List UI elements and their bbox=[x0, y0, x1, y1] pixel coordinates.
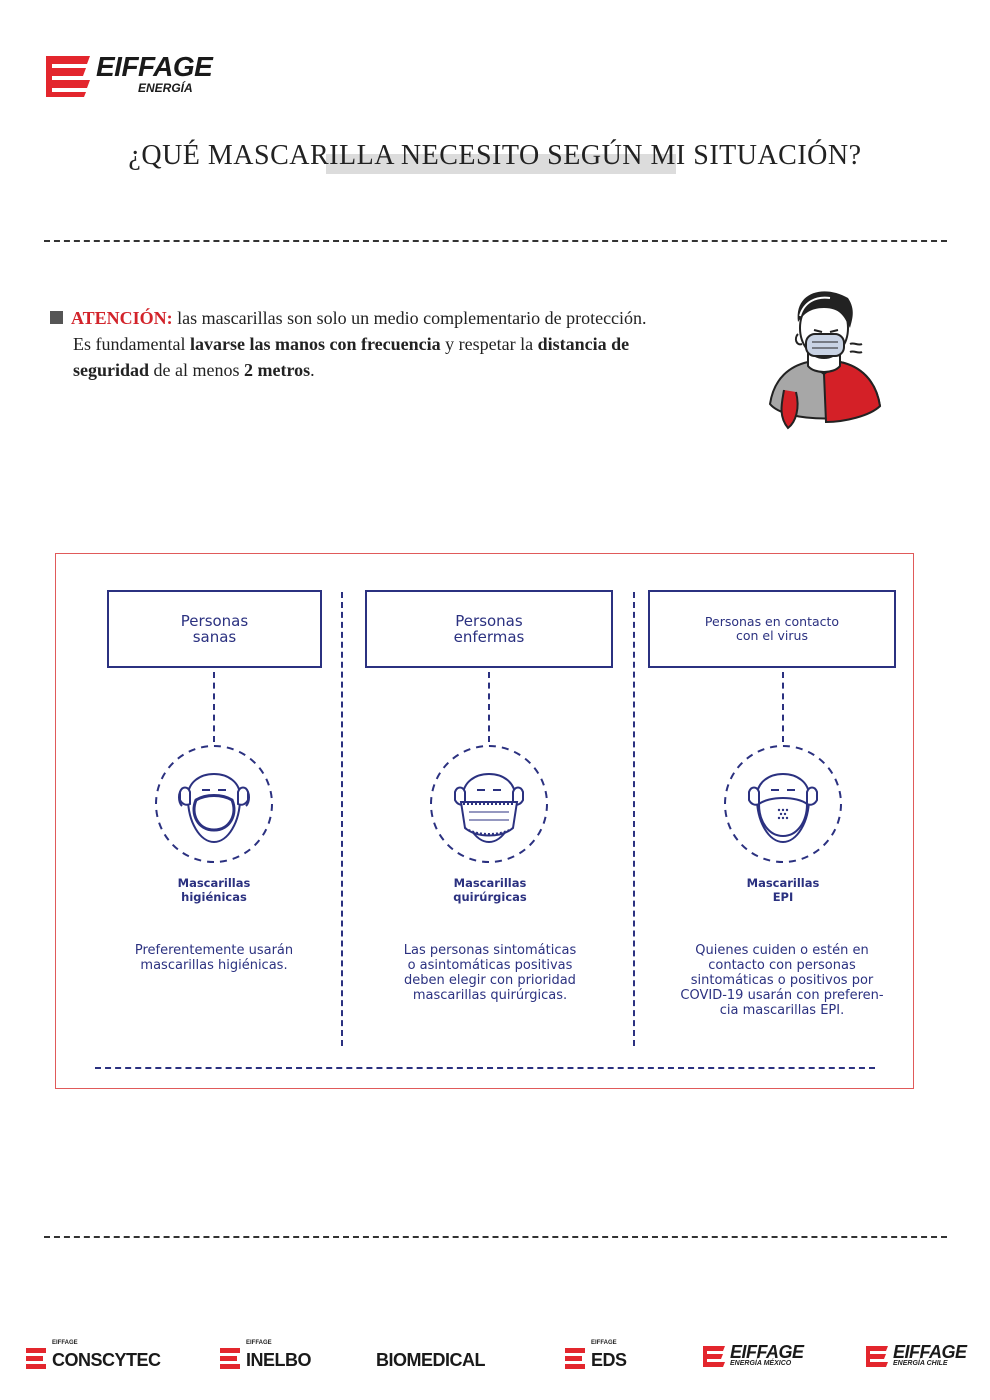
mask-type-label: Mascarillas EPI bbox=[746, 876, 820, 904]
footer-logo-name: EIFFAGE bbox=[730, 1342, 804, 1362]
attention-label: ATENCIÓN: bbox=[71, 308, 173, 328]
footer-logo-name: EIFFAGE bbox=[893, 1342, 967, 1362]
category-description: Preferentemente usarán mascarillas higiénicas. bbox=[134, 943, 294, 973]
footer-logo-eiffage-chile bbox=[866, 1340, 966, 1374]
eiffage-logo-icon bbox=[220, 1348, 242, 1370]
category-description: Las personas sintomáticas o asintomáticas positivas deben elegir con prioridad mascarillas quirúrgicas. bbox=[403, 943, 577, 1003]
notice-bold-2: distancia de bbox=[537, 334, 630, 354]
eiffage-energia-logo bbox=[46, 52, 236, 100]
column-divider-1 bbox=[341, 592, 343, 1046]
notice-text-4: de al menos bbox=[149, 360, 245, 380]
logo-brand-sub: ENERGÍA bbox=[138, 81, 193, 95]
footer-logo-small: EIFFAGE bbox=[591, 1340, 617, 1346]
category-box-sick bbox=[365, 590, 613, 668]
footer-logo-sub: ENERGÍA MÉXICO bbox=[730, 1360, 792, 1367]
footer-logo-conscytec bbox=[26, 1340, 176, 1374]
bullet-square-icon bbox=[50, 311, 63, 324]
notice-bold-1: lavarse las manos con frecuencia bbox=[189, 334, 441, 354]
epi-mask-face-icon bbox=[721, 742, 845, 866]
footer-logo-name: EDS bbox=[591, 1350, 627, 1370]
bottom-dashed-divider bbox=[95, 1067, 875, 1069]
footer-logo-small: EIFFAGE bbox=[246, 1340, 272, 1346]
category-description: Quienes cuiden o estén en contacto con personas sintomáticas o positivos por COVID-19 usarán con preferen- cia mascarillas EPI. bbox=[680, 943, 884, 1018]
person-mask-illustration bbox=[764, 282, 884, 434]
eiffage-logo-icon bbox=[46, 54, 94, 98]
connector-line bbox=[488, 672, 490, 742]
category-box-healthy bbox=[107, 590, 322, 668]
footer-logo-name: BIOMEDICAL bbox=[376, 1350, 485, 1370]
connector-line bbox=[782, 672, 784, 742]
eiffage-logo-icon bbox=[565, 1348, 587, 1370]
notice-bold-4: 2 metros bbox=[244, 360, 311, 380]
footer-logo-biomedical bbox=[376, 1340, 511, 1374]
footer-logo-sub: ENERGÍA CHILE bbox=[893, 1360, 948, 1367]
notice-text-1: las mascarillas son solo un medio complementario de protección. bbox=[172, 308, 647, 328]
surgical-mask-face-icon bbox=[427, 742, 551, 866]
top-divider bbox=[44, 240, 947, 242]
connector-line bbox=[213, 672, 215, 742]
footer-logo-name: INELBO bbox=[246, 1350, 312, 1370]
logo-brand: EIFFAGE bbox=[96, 51, 213, 82]
notice-text-2: Es fundamental bbox=[73, 334, 190, 354]
footer-logo-inelbo bbox=[220, 1340, 330, 1374]
notice-bold-3: seguridad bbox=[73, 360, 150, 380]
eiffage-logo-icon bbox=[703, 1346, 727, 1370]
eiffage-logo-icon bbox=[866, 1346, 890, 1370]
eiffage-logo-icon bbox=[26, 1348, 48, 1370]
notice-text-3: y respetar la bbox=[440, 334, 538, 354]
category-heading: Personas enfermas bbox=[453, 612, 525, 646]
footer-logo-small: EIFFAGE bbox=[52, 1340, 78, 1346]
attention-notice bbox=[50, 305, 760, 383]
hygienic-mask-face-icon bbox=[152, 742, 276, 866]
footer-logo-eds bbox=[565, 1340, 645, 1374]
footer-logo-name: CONSCYTEC bbox=[52, 1350, 161, 1370]
footer-logo-eiffage-mexico bbox=[703, 1340, 813, 1374]
category-heading: Personas sanas bbox=[180, 612, 249, 646]
category-heading: Personas en contacto con el virus bbox=[704, 614, 840, 643]
mask-type-label: Mascarillas quirúrgicas bbox=[453, 876, 527, 904]
bottom-divider bbox=[44, 1236, 947, 1238]
notice-text-5: . bbox=[310, 360, 315, 380]
category-box-contact bbox=[648, 590, 896, 668]
mask-type-label: Mascarillas higiénicas bbox=[177, 876, 251, 904]
column-divider-2 bbox=[633, 592, 635, 1046]
page-title: ¿QUÉ MASCARILLA NECESITO SEGÚN MI SITUACIÓN? bbox=[128, 140, 862, 171]
